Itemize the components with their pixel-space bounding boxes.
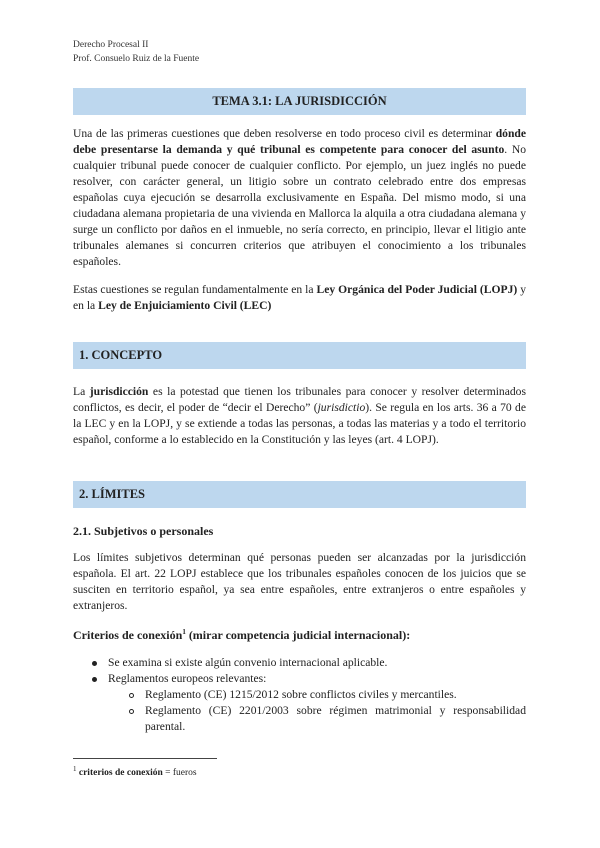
intro-paragraph-1	[73, 126, 526, 270]
sub-list-item: Reglamento (CE) 1215/2012 sobre conflictos civiles y mercantiles.	[145, 688, 457, 701]
concept-term: jurisdicción	[89, 385, 149, 398]
document-header	[73, 38, 199, 66]
intro2-text: Estas cuestiones se regulan fundamentalmente en la	[73, 283, 317, 296]
section-2-band	[73, 481, 526, 508]
intro-emphasis: dónde debe presentarse la demanda y qué tribunal es competente para conocer del asunto	[73, 127, 526, 156]
intro-paragraph-2	[73, 282, 526, 314]
footnote-term: criterios de conexión	[78, 768, 163, 779]
footnote	[73, 765, 197, 778]
concept-text: La	[73, 385, 90, 398]
bullet-icon	[92, 677, 97, 682]
page-title: TEMA 3.1: LA JURISDICCIÓN	[212, 94, 387, 108]
concept-paragraph	[73, 384, 526, 448]
concept-text-3: ). Se regula en los arts. 36 a 70 de la LEC y en la LOPJ, y se extiende a todas las personas, a todas las materias y a todo el territorio español, conforme a lo establecido en la Constitución y las leyes (art. 4 LOPJ).	[73, 401, 526, 446]
footnote-divider	[73, 758, 217, 759]
sub-bullet-icon	[129, 709, 134, 714]
concept-text-2: es la potestad que tienen los tribunales para conocer y resolver determinados conflictos, es decir, el poder de “decir el Derecho” (	[73, 385, 526, 414]
footnote-number: 1	[73, 765, 77, 773]
footnote-ref: 1	[182, 628, 186, 636]
course-name: Derecho Procesal II	[73, 40, 149, 50]
title-band	[73, 88, 526, 115]
bullet-icon	[92, 661, 97, 666]
subsection-heading: 2.1. Subjetivos o personales	[73, 524, 214, 538]
criteria-heading	[73, 628, 410, 643]
concept-latin: jurisdictio	[317, 401, 366, 414]
intro-text-cont: . No cualquier tribunal puede conocer de cualquier conflicto. Por ejemplo, un juez inglés no puede resolver, con carácter general, un litigio sobre un contrato celebrado entre dos empresas españolas cuya ejecución se desarrolla exclusivamente en España. Del mismo modo, si una ciudadana alemana propietaria de una vivienda en Mallorca la alquila a otra ciudadana alemana y surge un conflicto por daños en el inmueble, no sería correcto, en principio, llevar el litigio ante tribunales alemanes si concurren criterios que atribuyen el conocimiento a los tribunales españoles.	[73, 143, 526, 268]
list-item: Se examina si existe algún convenio internacional aplicable.	[108, 656, 388, 669]
sub-bullet-icon	[129, 693, 134, 698]
section-1-heading: 1. CONCEPTO	[79, 348, 163, 362]
intro-text: Una de las primeras cuestiones que deben resolverse en todo proceso civil es determinar	[73, 127, 496, 140]
intro2-connector: y en la	[73, 283, 526, 312]
lec-name: Ley de Enjuiciamiento Civil (LEC)	[98, 299, 272, 312]
sub-list-item: Reglamento (CE) 2201/2003 sobre régimen matrimonial y responsabilidad parental.	[145, 704, 526, 733]
criteria-note: (mirar competencia judicial internacional):	[185, 628, 411, 642]
section-1-band	[73, 342, 526, 369]
professor-name: Prof. Consuelo Ruiz de la Fuente	[73, 54, 200, 64]
list-item: Reglamentos europeos relevantes:	[108, 672, 267, 685]
section-2-heading: 2. LÍMITES	[79, 487, 145, 501]
criteria-label: Criterios de conexión	[73, 628, 183, 642]
limits-paragraph: Los límites subjetivos determinan qué personas pueden ser alcanzadas por la jurisdicción española. El art. 22 LOPJ establece que los tribunales españoles conocen de los juicios que se susciten en territorio español, ya sea entre españoles, entre extranjeros o entre españoles y extranjeros.	[73, 551, 526, 612]
footnote-text: = fueros	[162, 768, 197, 779]
lopj-name: Ley Orgánica del Poder Judicial (LOPJ)	[316, 283, 518, 296]
